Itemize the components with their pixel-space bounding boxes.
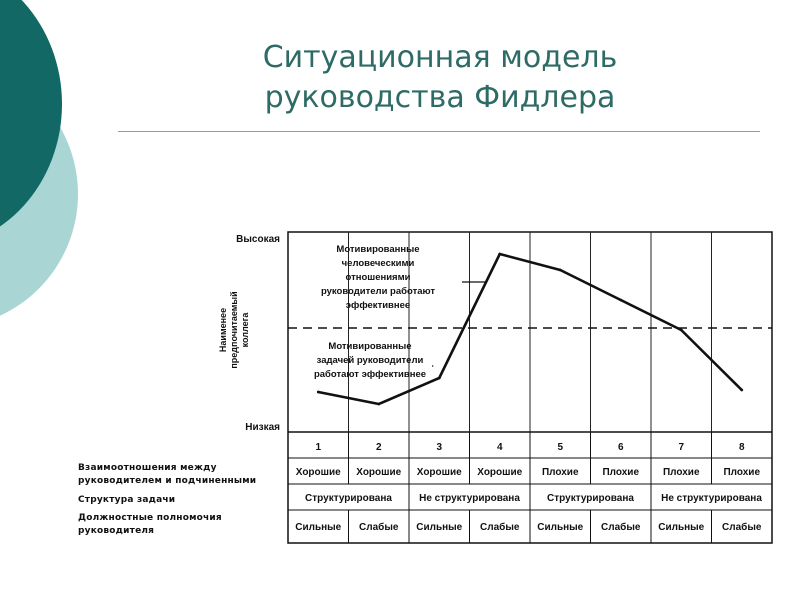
y-tick-label-high: Высокая (236, 234, 280, 245)
situation-number: 4 (496, 442, 503, 453)
cell-structure: Структурирована (305, 493, 392, 504)
annotation-relations-line: эффективнее (345, 300, 411, 311)
slide-title-line-1: Ситуационная модель (262, 40, 618, 75)
situation-number: 3 (436, 442, 443, 453)
row-label-structure-line-1: Структура задачи (78, 495, 176, 505)
row-label-relations-line-2: руководителем и подчиненными (78, 476, 257, 486)
series-point (680, 329, 683, 332)
cell-power: Сильные (537, 522, 584, 533)
annotation-task-line: работают эффективнее (313, 369, 427, 380)
series-point (317, 391, 320, 394)
y-axis-label-line: коллега (240, 312, 250, 348)
cell-structure: Не структурирована (661, 493, 762, 504)
cell-relations: Хорошие (416, 467, 462, 478)
cell-power: Сильные (658, 522, 705, 533)
series-point (498, 253, 501, 256)
situation-number: 6 (617, 442, 624, 453)
y-axis-label-line: предпочитаемый (229, 291, 239, 369)
row-label-relations (78, 462, 256, 488)
annotation-relations-line: человеческими (341, 258, 415, 269)
situation-number: 8 (738, 442, 745, 453)
row-label-power (78, 512, 222, 538)
annotation-task-line: задачей руководители (316, 355, 424, 366)
cell-structure: Не структурирована (419, 493, 520, 504)
series-point (438, 377, 441, 380)
situation-number: 7 (678, 442, 685, 453)
cell-relations: Плохие (541, 467, 579, 478)
cell-power: Слабые (480, 522, 520, 533)
row-label-relations-line-1: Взаимоотношения между (78, 463, 217, 473)
cell-power: Слабые (601, 522, 641, 533)
annotation-relations-line: отношениями (345, 272, 411, 283)
series-point (377, 403, 380, 406)
cell-structure: Структурирована (547, 493, 634, 504)
cell-relations: Плохие (723, 467, 761, 478)
cell-power: Слабые (722, 522, 762, 533)
cell-power: Слабые (359, 522, 399, 533)
row-label-power-line-1: Должностные полномочия (78, 513, 222, 523)
situation-number: 5 (557, 442, 564, 453)
annotation-task-line: Мотивированные (328, 341, 412, 352)
cell-power: Сильные (416, 522, 463, 533)
cell-relations: Хорошие (477, 467, 523, 478)
cell-relations: Плохие (602, 467, 640, 478)
series-point (740, 389, 743, 392)
cell-relations: Хорошие (295, 467, 341, 478)
y-tick-label-low: Низкая (245, 422, 280, 433)
cell-power: Сильные (295, 522, 342, 533)
row-label-power-line-2: руководителя (78, 526, 155, 536)
row-label-structure (78, 494, 175, 507)
y-axis-label (218, 291, 250, 368)
series-point (559, 269, 562, 272)
cell-relations: Хорошие (356, 467, 402, 478)
cell-relations: Плохие (662, 467, 700, 478)
y-axis-label-line: Наименее (218, 307, 228, 353)
annotation-relations-line: руководители работают (320, 286, 436, 297)
slide-title-line-2: руководства Фидлера (264, 80, 616, 115)
situation-number: 1 (315, 442, 322, 453)
situation-number: 2 (375, 442, 382, 453)
series-point (619, 299, 622, 302)
annotation-relations-line: Мотивированные (336, 244, 420, 255)
